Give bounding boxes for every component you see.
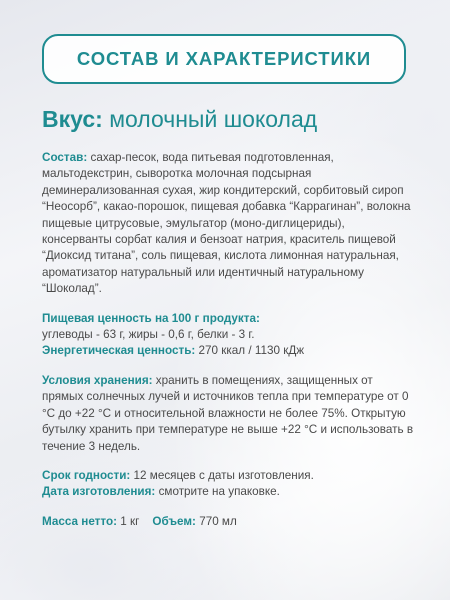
nutrition-paragraph — [42, 311, 414, 360]
storage-paragraph — [42, 373, 414, 455]
storage-value: хранить в помещениях, защищенных от прямых солнечных лучей и источников тепла при температуре от 0 °С до +22 °С и относительной влажности не более 75%. Открытую бутылку хранить при температуре не выше +22 °С и использовать в течение 3 недель. — [42, 373, 414, 453]
composition-label: Состав: — [42, 151, 88, 164]
energy-label: Энергетическая ценность: — [42, 344, 196, 358]
flavor-label: Вкус: — [42, 106, 103, 132]
volume-label: Объем: — [152, 514, 196, 528]
nutrition-label: Пищевая ценность на 100 г продукта: — [42, 311, 260, 325]
header-title: СОСТАВ И ХАРАКТЕРИСТИКИ — [76, 48, 372, 69]
energy-value: 270 ккал / 1130 кДж — [198, 344, 305, 358]
net-mass-label: Масса нетто: — [42, 514, 117, 528]
product-info — [42, 150, 414, 543]
shelf-life-value: 12 месяцев с даты изготовления. — [133, 468, 314, 482]
net-mass-value: 1 кг — [120, 514, 140, 528]
manufacture-date-value: смотрите на упаковке. — [158, 485, 280, 499]
composition-value: сахар-песок, вода питьевая подготовленная, мальтодекстрин, сыворотка молочная подсырная деминерализованная сухая, жир кондитерский, сорбитовый сироп “Неосорб”, какао-порошок, пищевая добавка “Каррагинан”, волокна пищевые цитрусовые, эмульгатор (моно-диглицериды), консерванты сорбат калия и бензоат натрия, краситель пищевой “Диоксид титана”, соль пищевая, кислота лимонная натуральная, ароматизатор натуральный или идентичный натуральному “Шоколад”. — [42, 151, 411, 296]
mass-volume-line — [42, 514, 414, 530]
flavor-line — [42, 106, 317, 133]
nutrition-value: углеводы - 63 г, жиры - 0,6 г, белки - 3 г. — [42, 328, 255, 342]
shelf-life-label: Срок годности: — [42, 468, 131, 482]
dates-paragraph — [42, 468, 414, 501]
composition-paragraph — [42, 150, 414, 298]
manufacture-date-label: Дата изготовления: — [42, 485, 156, 499]
flavor-value: молочный шоколад — [109, 106, 318, 132]
volume-value: 770 мл — [199, 514, 237, 528]
header-box — [42, 34, 406, 84]
storage-label: Условия хранения: — [42, 373, 153, 387]
